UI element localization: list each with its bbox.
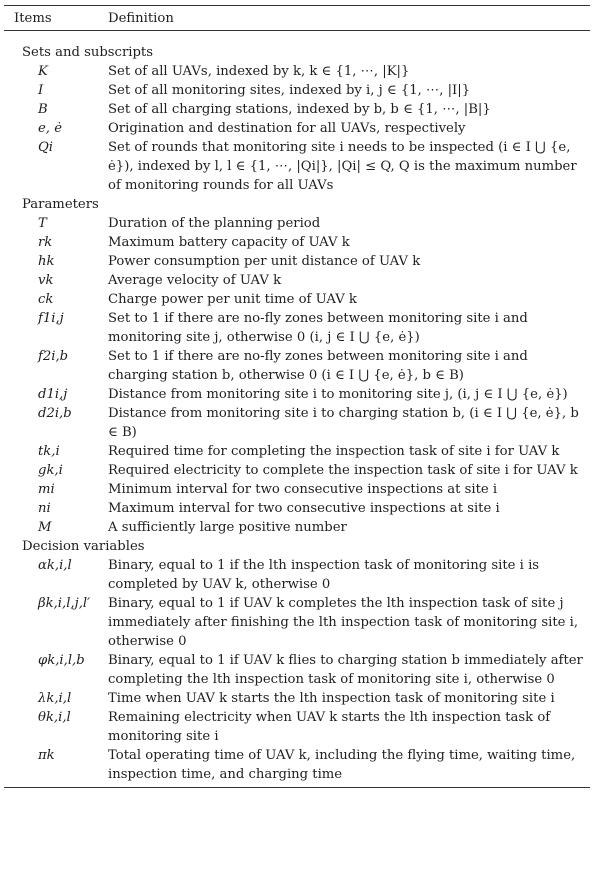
table-row [4, 480, 590, 499]
definition: Distance from monitoring site i to monitoring site j, (i, j ∈ I ⋃ {e, ė}) [108, 387, 568, 402]
table-row [4, 442, 590, 461]
table-row [4, 119, 590, 138]
definition: Maximum interval for two consecutive inspections at site i [108, 501, 500, 516]
table-row [4, 556, 590, 594]
definition: Distance from monitoring site i to charging station b, (i ∈ I ⋃ {e, ė}, b ∈ B) [108, 406, 579, 440]
table-row [4, 499, 590, 518]
definition: Set of all monitoring sites, indexed by i, j ∈ {1, ⋯, |I|} [108, 83, 471, 98]
section-title: Decision variables [22, 539, 145, 554]
symbol: d2i,b [38, 406, 72, 421]
definition: Average velocity of UAV k [108, 273, 282, 288]
definition: Required time for completing the inspection task of site i for UAV k [108, 444, 560, 459]
symbol: f1i,j [38, 311, 64, 326]
symbol: f2i,b [38, 349, 69, 364]
definition: Origination and destination for all UAVs, respectively [108, 121, 466, 136]
symbol: Qi [38, 140, 54, 155]
table-row [4, 689, 590, 708]
section-sets [4, 43, 590, 195]
table-row [4, 309, 590, 347]
table-row [4, 271, 590, 290]
definition: Duration of the planning period [108, 216, 321, 231]
symbol: e, ė [38, 121, 62, 136]
section-title: Parameters [22, 197, 99, 212]
definition: A sufficiently large positive number [108, 520, 347, 535]
table-row [4, 708, 590, 746]
symbol: hk [38, 254, 55, 269]
table-row [4, 252, 590, 271]
table-row [4, 290, 590, 309]
definition: Required electricity to complete the inspection task of site i for UAV k [108, 463, 578, 478]
symbol: λk,i,l [38, 691, 72, 706]
section-decision-variables [4, 537, 590, 784]
section-title: Sets and subscripts [22, 45, 153, 60]
symbol: gk,i [38, 463, 63, 478]
section-parameters [4, 195, 590, 537]
table-header [4, 6, 590, 31]
definition: Minimum interval for two consecutive inspections at site i [108, 482, 498, 497]
symbol: φk,i,l,b [38, 653, 85, 668]
symbol: πk [38, 748, 55, 763]
header-definition: Definition [108, 10, 174, 26]
table-row [4, 81, 590, 100]
symbol: tk,i [38, 444, 60, 459]
header-items: Items [14, 10, 52, 26]
definition: Set of rounds that monitoring site i needs to be inspected (i ∈ I ⋃ {e, ė}), indexed by l, l ∈ {1, ⋯, |Qi|}, |Qi| ≤ Q, Q is the maximum number of monitoring rounds for all UAVs [108, 140, 577, 193]
definition: Set of all charging stations, indexed by b, b ∈ {1, ⋯, |B|} [108, 102, 491, 117]
table-row [4, 62, 590, 81]
definition: Binary, equal to 1 if UAV k flies to charging station b immediately after completing the lth inspection task of monitoring site i, otherwise 0 [108, 653, 583, 687]
table-row [4, 518, 590, 537]
symbol: ck [38, 292, 54, 307]
symbol: rk [38, 235, 53, 250]
definition: Total operating time of UAV k, including the flying time, waiting time, inspection time, and charging time [108, 748, 576, 782]
table-row [4, 100, 590, 119]
symbol: I [38, 83, 44, 98]
table-row [4, 385, 590, 404]
definition: Charge power per unit time of UAV k [108, 292, 357, 307]
table-row [4, 214, 590, 233]
table-row [4, 461, 590, 480]
symbol: vk [38, 273, 54, 288]
bottom-rule [4, 787, 590, 788]
definition: Maximum battery capacity of UAV k [108, 235, 350, 250]
table-row [4, 347, 590, 385]
table-row [4, 651, 590, 689]
symbol: B [38, 102, 48, 117]
symbol: d1i,j [38, 387, 68, 402]
table-row [4, 404, 590, 442]
definition: Set to 1 if there are no-fly zones between monitoring site i and charging station b, otherwise 0 (i ∈ I ⋃ {e, ė}, b ∈ B) [108, 349, 528, 383]
definition: Set of all UAVs, indexed by k, k ∈ {1, ⋯, |K|} [108, 64, 410, 79]
definition: Binary, equal to 1 if the lth inspection task of monitoring site i is completed by UAV k, otherwise 0 [108, 558, 540, 592]
table-row [4, 746, 590, 784]
definition: Set to 1 if there are no-fly zones between monitoring site i and monitoring site j, otherwise 0 (i, j ∈ I ⋃ {e, ė}) [108, 311, 528, 345]
symbol: ni [38, 501, 51, 516]
table-row [4, 138, 590, 195]
definition: Binary, equal to 1 if UAV k completes the lth inspection task of site j immediately after finishing the lth inspection task of monitoring site i, otherwise 0 [108, 596, 579, 649]
symbol: T [38, 216, 47, 231]
symbol: βk,i,l,j,l′ [38, 596, 91, 611]
symbol: αk,i,l [38, 558, 72, 573]
symbol: θk,i,l [38, 710, 71, 725]
notation-table [4, 5, 590, 788]
symbol: mi [38, 482, 55, 497]
table-row [4, 233, 590, 252]
table-row [4, 594, 590, 651]
definition: Remaining electricity when UAV k starts the lth inspection task of monitoring site i [108, 710, 551, 744]
definition: Power consumption per unit distance of UAV k [108, 254, 421, 269]
symbol: K [38, 64, 48, 79]
definition: Time when UAV k starts the lth inspection task of monitoring site i [108, 691, 555, 706]
symbol: M [38, 520, 52, 535]
